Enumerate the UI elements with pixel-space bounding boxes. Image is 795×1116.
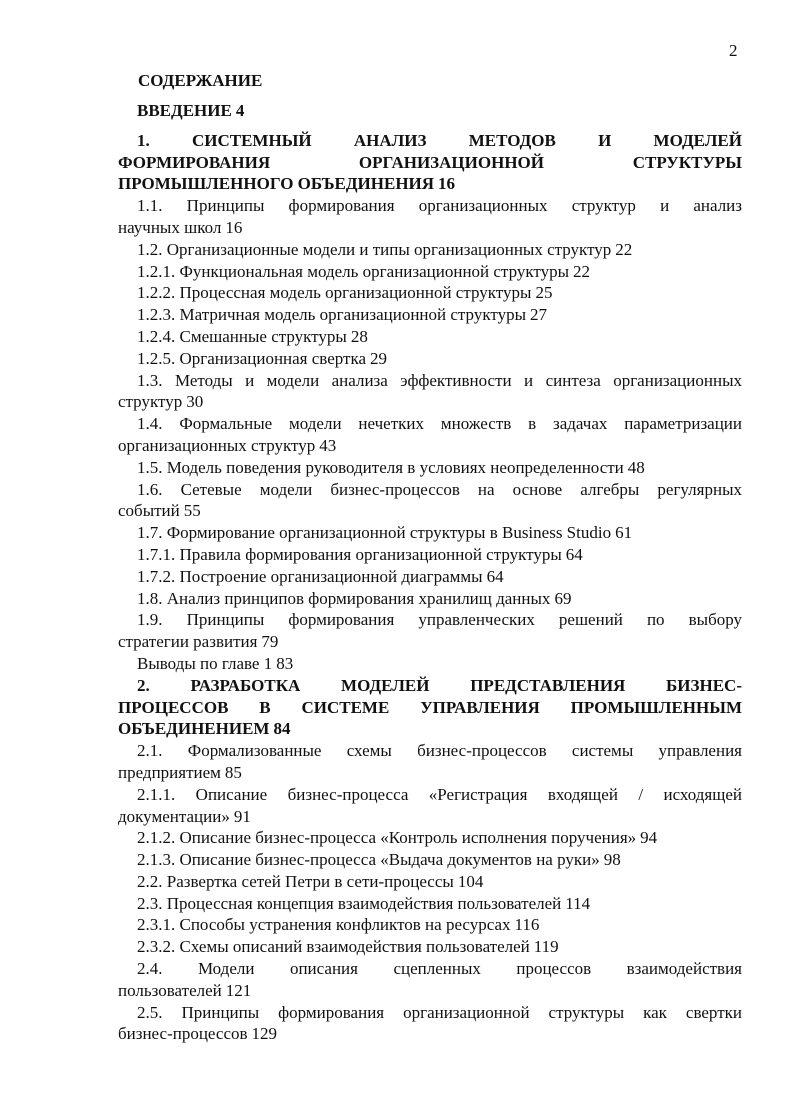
toc-entry-text: организационных структур	[118, 435, 316, 455]
toc-page-number: 22	[573, 261, 591, 281]
toc-page-number: 119	[533, 937, 559, 957]
toc-entry-text: 1.1. Принципы формирования организационных структур и анализ	[137, 196, 742, 216]
toc-entry[interactable]	[118, 871, 742, 893]
toc-entry-text: 2.3. Процессная концепция взаимодействия пользователей	[137, 893, 562, 913]
toc-entry[interactable]	[118, 958, 742, 1002]
toc-entry-text: 1. СИСТЕМНЫЙ АНАЛИЗ МЕТОДОВ И МОДЕЛЕЙ	[137, 130, 742, 150]
toc-entry[interactable]	[118, 239, 742, 261]
toc-entry-text: 1.2.3. Матричная модель организационной структуры	[137, 305, 526, 325]
toc-page-number: 22	[615, 239, 633, 259]
toc-entry[interactable]	[118, 588, 742, 610]
toc-entry[interactable]	[118, 413, 742, 457]
toc-entry-text: научных школ	[118, 217, 222, 237]
toc-entry-text: ПРОЦЕССОВ В СИСТЕМЕ УПРАВЛЕНИЯ ПРОМЫШЛЕННЫМ	[118, 697, 742, 717]
toc-page-number: 94	[640, 828, 658, 848]
toc-entry[interactable]	[118, 1002, 742, 1046]
toc-entry-text: 2.1. Формализованные схемы бизнес-процессов системы управления	[137, 741, 742, 761]
toc-entry-text: Выводы по главе 1	[137, 653, 273, 673]
toc-entry-text: 2.1.3. Описание бизнес-процесса «Выдача документов на руки»	[137, 850, 600, 870]
toc-entry-text: ФОРМИРОВАНИЯ ОРГАНИЗАЦИОННОЙ СТРУКТУРЫ	[118, 152, 742, 172]
toc-entry[interactable]	[118, 261, 742, 283]
toc-entry-text: 1.7. Формирование организационной структуры в Business Studio	[137, 523, 612, 543]
toc-entry-text: 2.3.2. Схемы описаний взаимодействия пользователей	[137, 937, 530, 957]
toc-entry-text: 1.3. Методы и модели анализа эффективности и синтеза организационных	[137, 370, 742, 390]
toc-entry-text: 2.1.1. Описание бизнес-процесса «Регистрация входящей / исходящей	[137, 784, 742, 804]
toc-entry[interactable]	[118, 195, 742, 239]
toc-page-number: 27	[530, 305, 547, 325]
toc-page-number: 61	[615, 523, 633, 543]
toc-entry-text: пользователей	[118, 980, 222, 1000]
toc-entry[interactable]	[118, 522, 742, 544]
toc-entry[interactable]	[118, 130, 742, 195]
toc-entry-text: ПРОМЫШЛЕННОГО ОБЪЕДИНЕНИЯ	[118, 174, 435, 194]
toc-entry-text: 2.4. Модели описания сцепленных процессов взаимодействия	[137, 959, 742, 979]
toc-entry-text: событий	[118, 501, 180, 521]
toc-entry[interactable]	[118, 479, 742, 523]
toc-page-number: 64	[486, 566, 504, 586]
toc-entry-text: документации»	[118, 806, 230, 826]
toc-entry[interactable]	[118, 100, 742, 122]
toc-entry-text: 2.5. Принципы формирования организационной структуры как свертки	[137, 1002, 742, 1022]
toc-page-number: 79	[261, 632, 279, 652]
toc-page-number: 30	[186, 392, 204, 412]
toc-page-number: 29	[370, 348, 388, 368]
toc-page-number: 104	[457, 871, 484, 891]
toc-entry[interactable]	[118, 370, 742, 414]
toc-page-number: 129	[251, 1024, 278, 1044]
toc-entry-text: 1.2.5. Организационная свертка	[137, 348, 367, 368]
toc-entry[interactable]	[118, 893, 742, 915]
toc-page-number: 28	[350, 326, 368, 346]
toc-page-number: 48	[627, 457, 645, 477]
toc-entry-text: 1.2.2. Процессная модель организационной структуры	[137, 283, 532, 303]
toc-entry-text: 2. РАЗРАБОТКА МОДЕЛЕЙ ПРЕДСТАВЛЕНИЯ БИЗНЕС-	[137, 675, 742, 695]
toc-page-number: 55	[183, 501, 201, 521]
toc-page-number: 85	[224, 762, 242, 782]
toc-entry[interactable]	[118, 348, 742, 370]
toc-entry[interactable]	[118, 282, 742, 304]
toc-entry-text: 1.2.1. Функциональная модель организационной структуры	[137, 261, 570, 281]
toc-page-number: 69	[554, 588, 572, 608]
toc-entry-text: 2.2. Развертка сетей Петри в сети-процессы	[137, 871, 454, 891]
toc-entry-text: 1.8. Анализ принципов формирования хранилищ данных	[137, 588, 551, 608]
toc-entry-text: 1.4. Формальные модели нечетких множеств в задачах параметризации	[137, 414, 742, 434]
toc-entry[interactable]	[118, 784, 742, 828]
toc-page-number: 64	[565, 544, 583, 564]
toc-entry-text: 1.9. Принципы формирования управленческих решений по выбору	[137, 610, 742, 630]
toc-entry-text: 1.7.2. Построение организационной диаграммы	[137, 566, 483, 586]
toc-entry[interactable]	[118, 827, 742, 849]
toc-entry[interactable]	[118, 457, 742, 479]
toc-entry[interactable]	[118, 566, 742, 588]
toc-entry-text: стратегии развития	[118, 632, 258, 652]
toc-page-number: 98	[603, 850, 621, 870]
toc-page-number: 43	[319, 435, 337, 455]
page-number: 2	[729, 41, 738, 60]
toc-page-number: 91	[233, 806, 251, 826]
toc-page-number: 25	[535, 283, 553, 303]
toc-entry-text: 1.7.1. Правила формирования организационной структуры	[137, 544, 562, 564]
toc-entry-text: 1.2. Организационные модели и типы организационных структур	[137, 239, 612, 259]
toc-entry[interactable]	[118, 304, 742, 326]
toc-entry-text: ОБЪЕДИНЕНИЕМ	[118, 719, 270, 739]
toc-page-number: 83	[276, 653, 294, 673]
toc-entry[interactable]	[118, 936, 742, 958]
toc-page-number: 84	[273, 719, 291, 739]
toc-entry[interactable]	[118, 653, 742, 675]
toc-page-number: 114	[565, 893, 591, 913]
toc-entry-text: 2.1.2. Описание бизнес-процесса «Контроль исполнения поручения»	[137, 828, 637, 848]
toc-entry[interactable]	[118, 609, 742, 653]
toc-page-number: 16	[438, 174, 456, 194]
toc-entry-text: предприятием	[118, 762, 221, 782]
toc-entry-text: бизнес-процессов	[118, 1024, 248, 1044]
toc-page-number: 4	[235, 101, 245, 120]
table-of-contents	[118, 66, 742, 1045]
toc-entry[interactable]	[118, 326, 742, 348]
toc-entry-text: 1.5. Модель поведения руководителя в условиях неопределенности	[137, 457, 624, 477]
toc-entry-text: ВВЕДЕНИЕ	[137, 101, 232, 120]
toc-entry-text: 1.6. Сетевые модели бизнес-процессов на основе алгебры регулярных	[137, 479, 742, 499]
toc-page-number: 16	[225, 217, 243, 237]
toc-page-number: 116	[514, 915, 540, 935]
toc-entry[interactable]	[118, 675, 742, 740]
toc-entry[interactable]	[118, 740, 742, 784]
toc-entry[interactable]	[118, 544, 742, 566]
toc-entry-text: структур	[118, 392, 183, 412]
toc-entry[interactable]	[118, 914, 742, 936]
toc-page-number: 121	[225, 980, 252, 1000]
toc-title: СОДЕРЖАНИЕ	[138, 71, 263, 90]
toc-entry-text: 2.3.1. Способы устранения конфликтов на ресурсах	[137, 915, 511, 935]
toc-entry[interactable]	[118, 849, 742, 871]
toc-entry-text: 1.2.4. Смешанные структуры	[137, 326, 347, 346]
